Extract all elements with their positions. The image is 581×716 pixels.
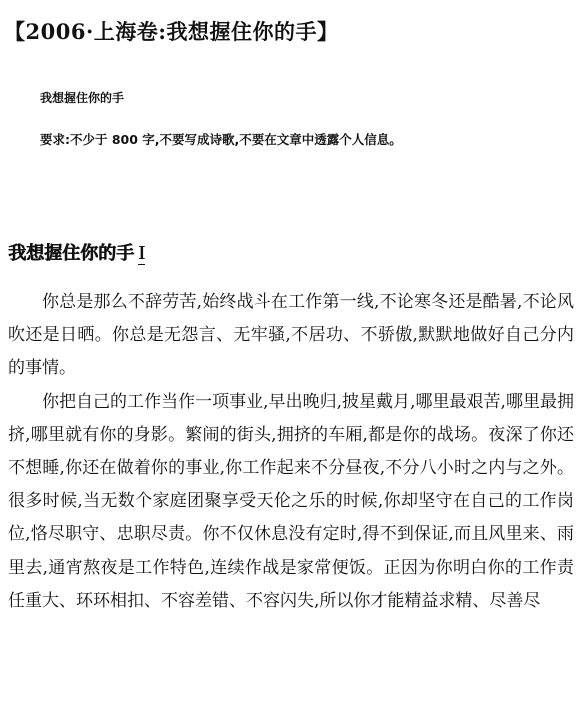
essay-prompt-topic: 我想握住你的手 [40, 91, 125, 105]
essay-title-text: 我想握住你的手 [8, 243, 134, 264]
essay-title [8, 239, 145, 265]
essay-requirement: 要求:不少于 800 字,不要写成诗歌,不要在文章中透露个人信息。 [40, 132, 402, 147]
exam-header-title: 【2006·上海卷:我想握住你的手】 [4, 19, 339, 44]
essay-title-number: Ⅰ [138, 243, 146, 264]
essay-paragraph: 你总是那么不辞劳苦,始终战斗在工作第一线,不论寒冬还是酷暑,不论风吹还是日晒。你总是无怨言、无牢骚,不居功、不骄傲,默默地做好自己分内的事情。 [8, 292, 574, 379]
essay-body [8, 286, 574, 618]
essay-paragraph: 你把自己的工作当作一项事业,早出晚归,披星戴月,哪里最艰苦,哪里最拥挤,哪里就有你的身影。繁闹的街头,拥挤的车厢,都是你的战场。夜深了你还不想睡,你还在做着你的事业,你工作起来不分昼夜,不分八小时之内与之外。很多时候,当无数个家庭团聚享受天伦之乐的时候,你却坚守在自己的工作岗位,恪尽职守、忠职尽责。你不仅休息没有定时,得不到保证,而且风里来、雨里去,通宵熬夜是工作特色,连续作战是家常便饭。正因为你明白你的工作责任重大、环环相扣、不容差错、不容闪失,所以你才能精益求精、尽善尽 [8, 391, 574, 611]
